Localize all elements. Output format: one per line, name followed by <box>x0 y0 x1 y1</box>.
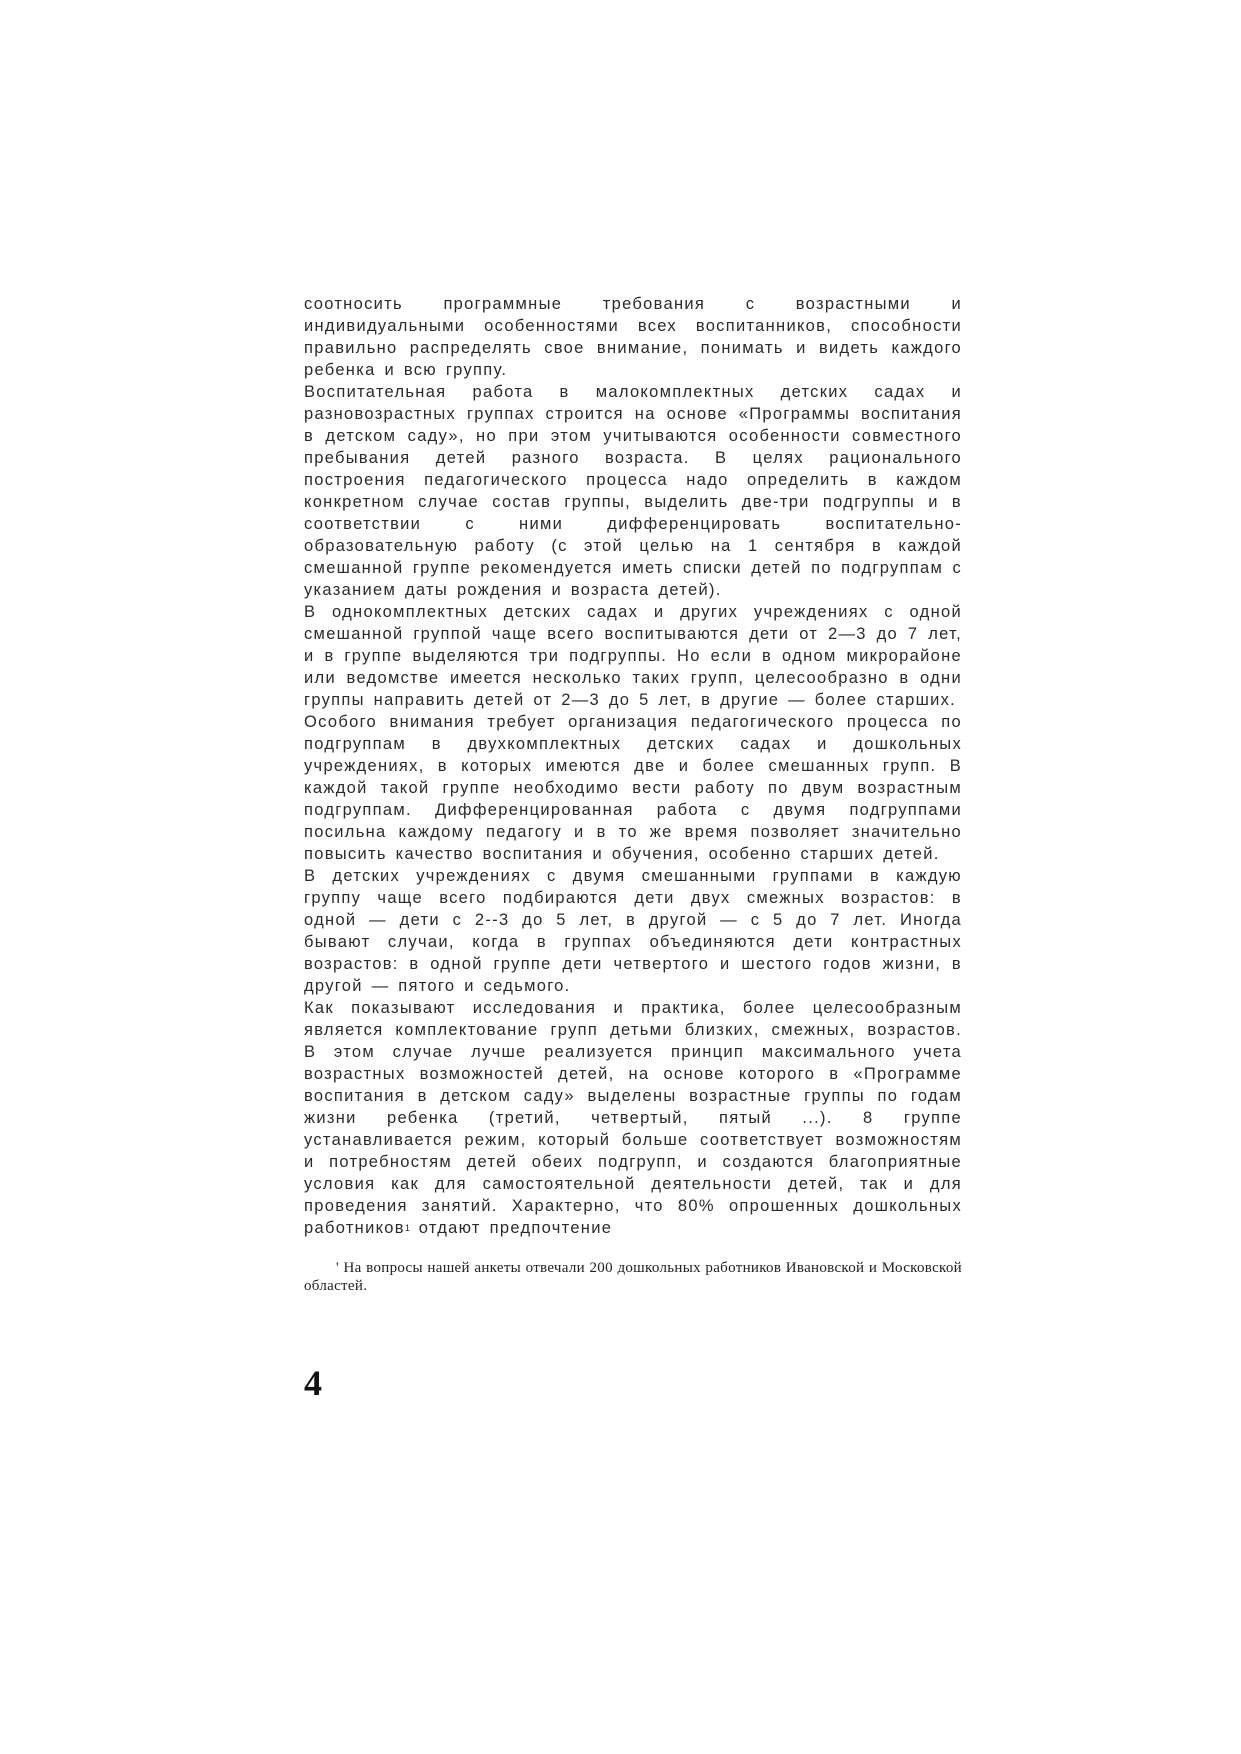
paragraph-4: Особого внимания требует организация педагогического процесса по подгруппам в двухкомплектных детских садах и дошкольных учреждениях, в которых имеются две и более смешанных групп. В каждой такой группе необходимо вести работу по двум возрастным подгруппам. Дифференцированная работа с двумя подгруппами посильна каждому педагогу и в то же время позволяет значительно повысить качество воспитания и обучения, особенно старших детей. <box>304 713 962 863</box>
paragraph-2: Воспитательная работа в малокомплектных детских садах и разновозрастных группах строится на основе «Программы воспитания в детском саду», но при этом учитываются особенности совместного пребывания детей разного возраста. В целях рационального построения педагогического процесса надо определить в каждом конкретном случае состав группы, выделить две-три подгруппы и в соответствии с ними дифференцировать воспитательно-образовательную работу (с этой целью на 1 сентября в каждой смешанной группе рекомендуется иметь списки детей по подгруппам с указанием даты рождения и возраста детей). <box>304 383 962 599</box>
paragraph-6 <box>304 997 962 1239</box>
paragraph-5: В детских учреждениях с двумя смешанными группами в каждую группу чаще всего подбираются дети двух смежных возрастов: в одной — дети с 2--3 до 5 лет, в другой — с 5 до 7 лет. Иногда бывают случаи, когда в группах объединяются дети контрастных возрастов: в одной группе дети четвертого и шестого годов жизни, в другой — пятого и седьмого. <box>304 867 962 995</box>
page-body <box>304 293 962 1310</box>
footnote-mark: 1 <box>404 1223 410 1233</box>
paragraph-3: В однокомплектных детских садах и других учреждениях с одной смешанной группой чаще всего воспитываются дети от 2—3 до 7 лет, и в группе выделяются три подгруппы. Но если в одном микрорайоне или ведомстве имеется несколько таких групп, целесообразно в одни группы направить детей от 2—3 до 5 лет, в другие — более старших. <box>304 603 962 709</box>
paragraph-6-tail: отдают предпочтение <box>418 1219 613 1237</box>
paragraph-1: соотносить программные требования с возрастными и индивидуальными особенностями всех воспитанников, способности правильно распределять свое внимание, понимать и видеть каждого ребенка и всю группу. <box>304 295 962 379</box>
paragraph-6-text: Как показывают исследования и практика, более целесообразным является комплектование групп детьми близких, смежных, возрастов. В этом случае лучше реализуется принцип максимального учета возрастных возможностей детей, на основе которого в «Программе воспитания в детском саду» выделены возрастные группы по годам жизни ребенка (третий, четвертый, пятый ...). 8 группе устанавливается режим, который больше соответствует возможностям и потребностям детей обеих подгрупп, и создаются благоприятные условия как для самостоятельной деятельности детей, так и для проведения занятий. Характерно, что 80% опрошенных дошкольных работников <box>304 999 962 1237</box>
page-number: 4 <box>304 1363 322 1403</box>
footnote: ' На вопросы нашей анкеты отвечали 200 дошкольных работников Ивановской и Московской областей. <box>304 1260 962 1294</box>
